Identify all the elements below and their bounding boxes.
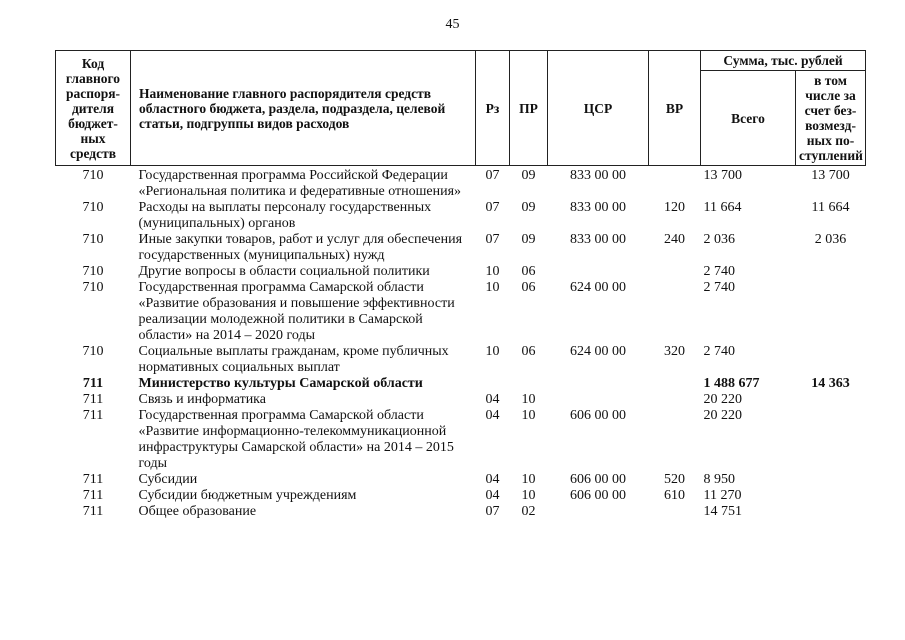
cell-free: 13 700 [811,168,850,183]
cell-csr [548,504,649,520]
cell-code: 711 [82,376,104,391]
header-rz: Рз [476,51,510,166]
cell-name: Государственная программа Российской Федерации «Региональная политика и федеративные отношения» [138,168,462,199]
cell-free [796,488,866,504]
cell-rz: 10 [485,344,500,359]
cell-code: 711 [82,408,104,423]
table-header [56,51,866,166]
cell-code: 710 [82,232,104,247]
cell-vr: 320 [664,344,685,359]
cell-pr: 09 [521,232,536,247]
header-csr: ЦСР [548,51,649,166]
cell-vr [649,166,701,201]
cell-csr [548,376,649,392]
cell-rz: 10 [485,280,500,295]
table-row [56,504,866,520]
header-sum: Сумма, тыс. рублей [701,51,866,71]
cell-rz: 04 [485,472,500,487]
cell-code: 710 [82,280,104,295]
cell-total: 2 740 [703,280,735,295]
cell-vr [649,280,701,344]
cell-total: 20 220 [703,408,742,423]
cell-free: 11 664 [811,200,850,215]
header-vr: ВР [649,51,701,166]
cell-pr: 10 [521,408,536,423]
cell-total: 11 664 [703,200,742,215]
table-row [56,408,866,472]
cell-csr: 833 00 00 [570,232,626,247]
cell-csr: 833 00 00 [570,168,626,183]
cell-pr: 10 [521,472,536,487]
cell-name: Расходы на выплаты персоналу государственных (муниципальных) органов [138,200,432,231]
cell-name: Другие вопросы в области социальной политики [138,264,430,279]
cell-name: Социальные выплаты гражданам, кроме публичных нормативных социальных выплат [138,344,449,375]
cell-csr [548,392,649,408]
header-pr: ПР [510,51,548,166]
cell-code: 710 [82,264,104,279]
cell-free [796,344,866,376]
cell-vr [649,504,701,520]
cell-free [796,280,866,344]
cell-csr: 606 00 00 [570,472,626,487]
cell-free: 14 363 [811,376,850,391]
cell-code: 711 [82,504,104,519]
cell-name: Министерство культуры Самарской области [138,376,423,391]
cell-free [796,472,866,488]
cell-name: Субсидии бюджетным учреждениям [138,488,357,503]
cell-rz: 07 [485,232,500,247]
table-row [56,166,866,201]
cell-code: 710 [82,344,104,359]
cell-total: 2 740 [703,264,735,279]
cell-free [796,392,866,408]
table-row [56,344,866,376]
cell-vr [649,264,701,280]
cell-name: Субсидии [138,472,198,487]
cell-total: 11 270 [703,488,742,503]
cell-pr: 09 [521,168,536,183]
cell-total: 2 740 [703,344,735,359]
table-row [56,280,866,344]
cell-total: 13 700 [703,168,742,183]
cell-vr: 120 [664,200,685,215]
cell-name: Общее образование [138,504,257,519]
cell-csr: 624 00 00 [570,344,626,359]
table-row [56,488,866,504]
cell-code: 711 [82,488,104,503]
cell-total: 14 751 [703,504,742,519]
cell-free [796,408,866,472]
table-row [56,264,866,280]
table-row [56,392,866,408]
cell-rz: 07 [485,200,500,215]
cell-rz: 04 [485,392,500,407]
cell-csr: 833 00 00 [570,200,626,215]
cell-name: Государственная программа Самарской области «Развитие образования и повышение эффективности реализации молодежной политики в Самарской области» на 2014 – 2020 годы [138,280,455,343]
cell-vr: 610 [664,488,685,503]
cell-csr [548,264,649,280]
cell-name: Связь и информатика [138,392,266,407]
cell-rz: 10 [485,264,500,279]
cell-rz [476,376,510,392]
table-row [56,472,866,488]
budget-table [55,50,866,520]
cell-free [796,264,866,280]
header-code: Код главного распоря-дителя бюджет-ных средств [56,51,131,166]
cell-vr: 520 [664,472,685,487]
cell-code: 710 [82,168,104,183]
header-total: Всего [701,71,796,166]
cell-pr: 06 [521,264,536,279]
cell-pr: 06 [521,344,536,359]
cell-rz: 07 [485,504,500,519]
cell-code: 711 [82,472,104,487]
cell-pr: 10 [521,392,536,407]
cell-csr: 624 00 00 [570,280,626,295]
cell-pr: 06 [521,280,536,295]
table-body [56,166,866,521]
cell-total: 20 220 [703,392,742,407]
cell-rz: 07 [485,168,500,183]
cell-free: 2 036 [814,232,847,247]
cell-free [796,504,866,520]
table-row [56,200,866,232]
header-free: в том числе за счет без-возмезд-ных по-ступлений [796,71,866,166]
cell-name: Иные закупки товаров, работ и услуг для обеспечения государственных (муниципальных) нужд [138,232,463,263]
cell-vr [649,392,701,408]
cell-code: 710 [82,200,104,215]
cell-rz: 04 [485,488,500,503]
cell-rz: 04 [485,408,500,423]
cell-vr [649,376,701,392]
cell-vr [649,408,701,472]
cell-pr: 09 [521,200,536,215]
cell-total: 8 950 [703,472,735,487]
cell-pr [510,376,548,392]
cell-vr: 240 [664,232,685,247]
table-row [56,232,866,264]
cell-csr: 606 00 00 [570,488,626,503]
page-number: 45 [445,17,460,32]
cell-total: 1 488 677 [703,376,760,391]
cell-code: 711 [82,392,104,407]
cell-csr: 606 00 00 [570,408,626,423]
header-name: Наименование главного распорядителя средств областного бюджета, раздела, подраздела, целевой статьи, подгруппы видов расходов [131,51,476,166]
cell-pr: 10 [521,488,536,503]
cell-name: Государственная программа Самарской области «Развитие информационно-телекоммуникационной инфраструктуры Самарской области» на 2014 – 2015 годы [138,408,454,471]
table-row [56,376,866,392]
cell-total: 2 036 [703,232,735,247]
cell-pr: 02 [521,504,536,519]
